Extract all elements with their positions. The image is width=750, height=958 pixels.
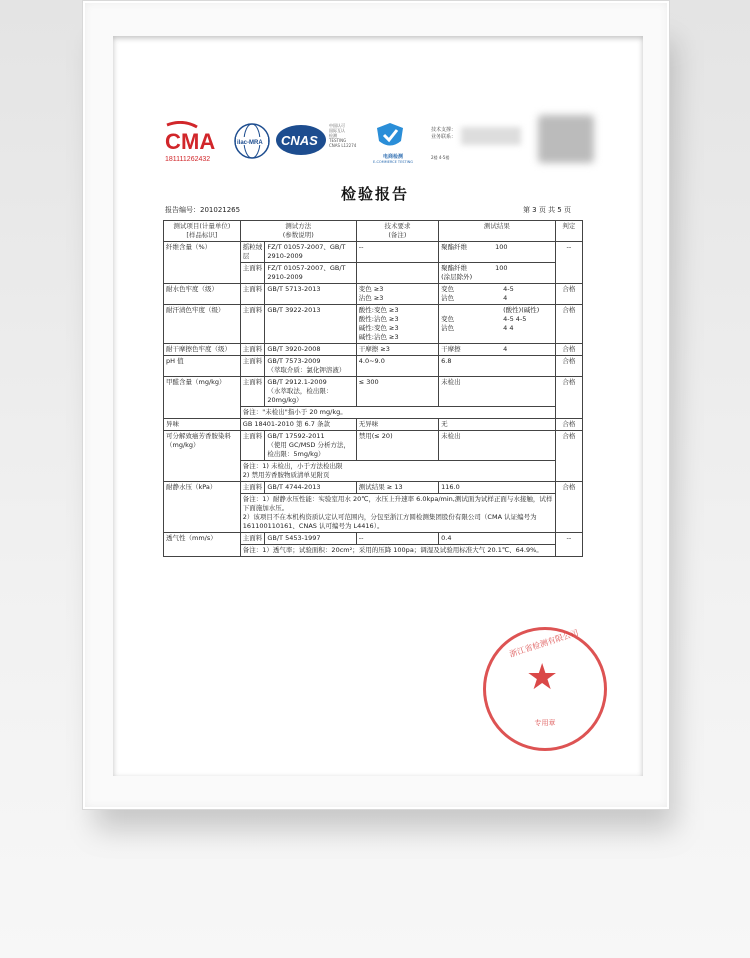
table-row bbox=[164, 377, 583, 407]
req-cell: 干摩擦 ≥3 bbox=[356, 344, 438, 356]
svg-text:CNAS: CNAS bbox=[281, 133, 318, 148]
judge-cell: 合格 bbox=[555, 356, 582, 377]
part-cell: 主面料 bbox=[240, 482, 265, 494]
header-cell: 技术要求 (备注) bbox=[356, 221, 438, 242]
ecom-sublabel: E-COMMERCE TESTING bbox=[372, 160, 414, 164]
part-cell: 主面料 bbox=[240, 533, 265, 545]
item-cell: 耐静水压（kPa） bbox=[164, 482, 241, 533]
note-cell: 备注：1) 未检出，小于方法检出限 2) 禁用芳香胺物质清单见附页 bbox=[240, 461, 555, 482]
part-cell: 主面料 bbox=[240, 284, 265, 305]
result-cell bbox=[439, 242, 556, 263]
header-cell: 测试项目(计量单位) [样品标识] bbox=[164, 221, 241, 242]
method-cell: FZ/T 01057-2007、GB/T 2910-2009 bbox=[265, 242, 356, 263]
cnas-caption-line: CNAS L12274 bbox=[329, 143, 357, 148]
ilac-mra-logo-icon bbox=[233, 121, 271, 161]
contact-labels bbox=[431, 127, 456, 141]
svg-text:MA: MA bbox=[181, 129, 216, 154]
part-cell: 主面料 bbox=[240, 305, 265, 344]
method-cell: GB/T 7573-2009 （萃取介质：氯化钾溶液） bbox=[265, 356, 356, 377]
blurred-contact-info bbox=[461, 127, 521, 145]
item-cell: 异味 bbox=[164, 419, 241, 431]
method-cell: GB 18401-2010 第 6.7 条款 bbox=[240, 419, 356, 431]
result-cell: 未检出 bbox=[439, 377, 556, 407]
judge-cell: 合格 bbox=[555, 305, 582, 344]
method-cell: GB/T 17592-2011 （使用 GC/MSD 分析方法，检出限：5mg/kg） bbox=[265, 431, 356, 461]
judge-cell: 合格 bbox=[555, 482, 582, 533]
item-cell: 耐干摩擦色牢度（级） bbox=[164, 344, 241, 356]
report-paper bbox=[145, 75, 605, 760]
official-seal bbox=[483, 627, 607, 751]
blurred-qr-code bbox=[538, 115, 594, 163]
result-label: 聚酯纤维 bbox=[441, 243, 468, 251]
result-value: 4-5 4 bbox=[503, 285, 514, 302]
seal-label: 专用章 bbox=[534, 719, 556, 727]
judge-cell: 合格 bbox=[555, 344, 582, 356]
header-cell: 判定 bbox=[555, 221, 582, 242]
part-cell: 主面料 bbox=[240, 344, 265, 356]
ecommerce-testing-shield-icon bbox=[373, 121, 407, 151]
result-value: 100 bbox=[495, 264, 508, 272]
method-cell: GB/T 3922-2013 bbox=[265, 305, 356, 344]
item-cell: 可分解致癌芳香胺染料（mg/kg） bbox=[164, 431, 241, 482]
cnas-caption-line: 中国认可 bbox=[329, 123, 345, 128]
result-value: 4-5 4-5 4 4 bbox=[503, 315, 527, 332]
result-cell: 无 bbox=[439, 419, 556, 431]
item-cell: 纤维含量（%） bbox=[164, 242, 241, 284]
judge-cell: 合格 bbox=[555, 377, 582, 419]
result-cell: 0.4 bbox=[439, 533, 556, 545]
table-row bbox=[164, 356, 583, 377]
table-row bbox=[164, 284, 583, 305]
item-cell: pH 值 bbox=[164, 356, 241, 377]
ecom-label: 电商检测 bbox=[382, 154, 403, 160]
logo-bar bbox=[163, 115, 603, 175]
part-cell: 主面料 bbox=[240, 377, 265, 407]
method-cell: GB/T 5453-1997 bbox=[265, 533, 356, 545]
cnas-caption-line: 国际互认 bbox=[329, 128, 345, 133]
result-label: 聚酯纤维 bbox=[441, 264, 468, 272]
req-cell: 无异味 bbox=[356, 419, 438, 431]
header-cell: 测试结果 bbox=[439, 221, 556, 242]
result-label: 变色 沾色 bbox=[441, 315, 455, 332]
judge-cell: 合格 bbox=[555, 284, 582, 305]
table-row bbox=[164, 533, 583, 545]
seal-ring-text: 浙江省检测有限公司 bbox=[508, 628, 580, 659]
note-cell: 备注：1）耐静水压性能：实验室用水 20℃，水压上升速率 6.0kpa/min,测试面为试样正面与水接触，试样下面施加水压。 2）该项目不在本机构资质认定认可范围内，分包至浙江方圆检测集团股份有限公司（CMA 认证编号为 161100110161、CNAS 认可编号为 L4416）。 bbox=[240, 494, 555, 533]
req-cell: -- bbox=[356, 533, 438, 545]
req-cell: 4.0~9.0 bbox=[356, 356, 438, 377]
req-cell bbox=[356, 263, 438, 284]
report-number: 报告编号：201021265 bbox=[165, 206, 241, 214]
req-cell: 变色 ≥3 沾色 ≥3 bbox=[356, 284, 438, 305]
req-cell: 禁用(≤ 20) bbox=[356, 431, 438, 461]
result-cell: 未检出 bbox=[439, 431, 556, 461]
method-cell: GB/T 2912.1-2009 （水萃取法，检出限：20mg/kg） bbox=[265, 377, 356, 407]
part-cell: 摇粒绒层 bbox=[240, 242, 265, 263]
result-value: 100 bbox=[495, 243, 508, 251]
report-title: 检验报告 bbox=[340, 185, 409, 203]
req-cell: ≤ 300 bbox=[356, 377, 438, 407]
part-cell: 主面料 bbox=[240, 263, 265, 284]
result-cell bbox=[439, 344, 556, 356]
svg-text:C: C bbox=[165, 129, 181, 154]
item-cell: 透气性（mm/s） bbox=[164, 533, 241, 557]
cnas-caption-line: 检测 bbox=[329, 133, 337, 138]
result-value: 4 bbox=[503, 345, 508, 353]
address-note: 2楼 4-5楼 bbox=[431, 155, 450, 160]
method-cell: GB/T 5713-2013 bbox=[265, 284, 356, 305]
item-cell: 甲醛含量（mg/kg） bbox=[164, 377, 241, 419]
tech-support-label: 技术支撑： bbox=[431, 127, 457, 133]
req-cell: 酸性:变色 ≥3 酸性:沾色 ≥3 碱性:变色 ≥3 碱性:沾色 ≥3 bbox=[356, 305, 438, 344]
business-contact-label: 业务联系： bbox=[431, 134, 457, 140]
table-row bbox=[164, 344, 583, 356]
table-row bbox=[164, 419, 583, 431]
result-cell bbox=[439, 284, 556, 305]
cnas-caption bbox=[329, 123, 356, 148]
table-header-row bbox=[164, 221, 583, 242]
judge-cell: -- bbox=[555, 533, 582, 557]
table-row bbox=[164, 242, 583, 263]
result-cell bbox=[439, 305, 556, 344]
result-label: 干摩擦 bbox=[441, 345, 461, 353]
req-cell: -- bbox=[356, 242, 438, 263]
page-number: 第 3 页 共 5 页 bbox=[522, 206, 571, 214]
method-cell: GB/T 4744-2013 bbox=[265, 482, 356, 494]
judge-cell: 合格 bbox=[555, 419, 582, 431]
method-cell: GB/T 3920-2008 bbox=[265, 344, 356, 356]
result-cell: 116.0 bbox=[439, 482, 556, 494]
req-cell: 测试结果 ≥ 13 bbox=[356, 482, 438, 494]
cma-logo-icon bbox=[163, 121, 225, 165]
item-cell: 耐汗渍色牢度（级） bbox=[164, 305, 241, 344]
cnas-caption-line: TESTING bbox=[329, 138, 347, 143]
part-cell: 主面料 bbox=[240, 356, 265, 377]
result-header: (酸性)(碱性) bbox=[503, 306, 540, 314]
star-icon: ★ bbox=[526, 657, 559, 698]
result-label: 变色 沾色 bbox=[441, 285, 455, 302]
ecommerce-caption bbox=[363, 153, 423, 164]
item-cell: 耐水色牢度（级） bbox=[164, 284, 241, 305]
result-cell: 6.8 bbox=[439, 356, 556, 377]
table-row bbox=[164, 431, 583, 461]
judge-cell: -- bbox=[555, 242, 582, 284]
part-cell: 主面料 bbox=[240, 431, 265, 461]
note-cell: 备注：1）透气率；试验面积：20cm²；采用的压降 100pa；调湿及试验用标准大气 20.1℃、64.9%。 bbox=[240, 545, 555, 557]
result-cell bbox=[439, 263, 556, 284]
note-cell: 备注："未检出"指小于 20 mg/kg。 bbox=[240, 407, 555, 419]
table-row bbox=[164, 482, 583, 494]
cnas-logo-icon bbox=[275, 123, 327, 157]
svg-text:ilac-MRA: ilac-MRA bbox=[237, 140, 263, 146]
test-results-table bbox=[163, 220, 583, 557]
header-cell: 测试方法 (参数说明) bbox=[240, 221, 356, 242]
result-note: (涂层除外) bbox=[441, 273, 473, 281]
table-row bbox=[164, 305, 583, 344]
method-cell: FZ/T 01057-2007、GB/T 2910-2009 bbox=[265, 263, 356, 284]
judge-cell: 合格 bbox=[555, 431, 582, 482]
svg-text:181111262432: 181111262432 bbox=[165, 156, 211, 163]
